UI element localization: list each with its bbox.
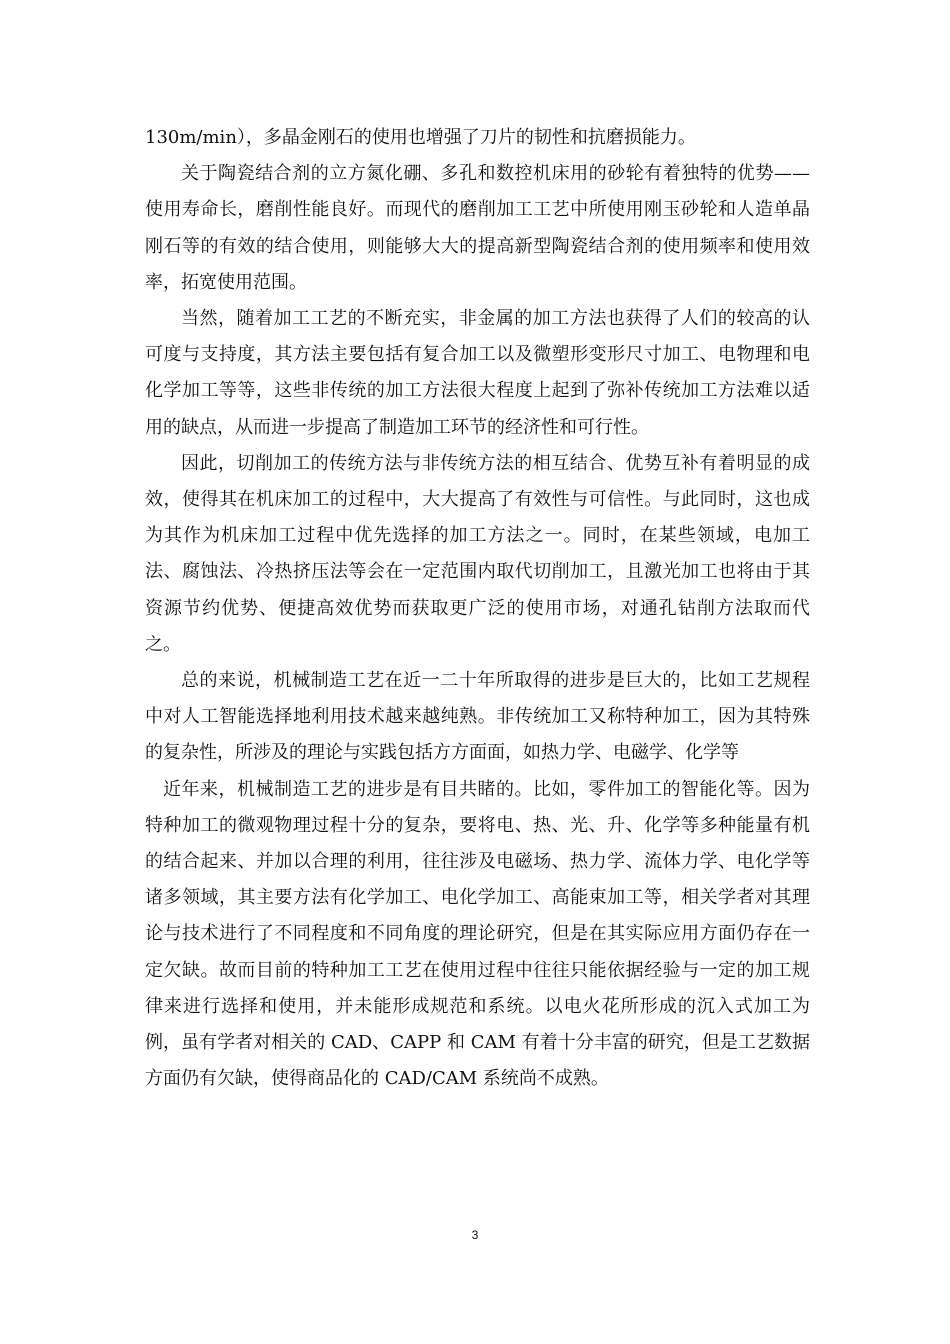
paragraph-recent-progress: 近年来，机械制造工艺的进步是有目共睹的。比如，零件加工的智能化等。因为特种加工的微观物理过程十分的复杂，要将电、热、光、升、化学等多种能量有机的结合起来、并加以合理的利用，往往涉及电磁场、热力学、流体力学、电化学等诸多领域，其主要方法有化学加工、电化学加工、高能束加工等，相关学者对其理论与技术进行了不同程度和不同角度的理论研究，但是在其实际应用方面仍存在一定欠缺。故而目前的特种加工工艺在使用过程中往往只能依据经验与一定的加工规律来进行选择和使用，并未能形成规范和系统。以电火花所形成的沉入式加工为例，虽有学者对相关的 CAD、CAPP 和 CAM 有着十分丰富的研究，但是工艺数据方面仍有欠缺，使得商品化的 CAD/CAM 系统尚不成熟。 — [145, 778, 810, 1090]
paragraph-continuation: 130m/min），多晶金刚石的使用也增强了刀片的韧性和抗磨损能力。 — [145, 127, 696, 148]
paragraph-combined-methods: 因此，切削加工的传统方法与非传统方法的相互结合、优势互补有着明显的成效，使得其在机床加工的过程中，大大提高了有效性与可信性。与此同时，这也成为其作为机床加工过程中优先选择的加工方法之一。同时，在某些领域，电加工法、腐蚀法、冷热挤压法等会在一定范围内取代切削加工，且激光加工也将由于其资源节约优势、便捷高效优势而获取更广泛的使用市场，对通孔钻削方法取而代之。 — [145, 452, 810, 655]
paragraph-grinding-wheels: 关于陶瓷结合剂的立方氮化硼、多孔和数控机床用的砂轮有着独特的优势——使用寿命长，磨削性能良好。而现代的磨削加工工艺中所使用刚玉砂轮和人造单晶刚石等的有效的结合使用，则能够大大的提高新型陶瓷结合剂的使用频率和使用效率，拓宽使用范围。 — [145, 163, 810, 293]
paragraph-nonmetal-methods: 当然，随着加工工艺的不断充实，非金属的加工方法也获得了人们的较高的认可度与支持度，其方法主要包括有复合加工以及微塑形变形尺寸加工、电物理和电化学加工等等，这些非传统的加工方法很大程度上起到了弥补传统加工方法难以适用的缺点，从而进一步提高了制造加工环节的经济性和可行性。 — [145, 308, 810, 438]
paragraph-summary: 总的来说，机械制造工艺在近一二十年所取得的进步是巨大的，比如工艺规程中对人工智能选择地利用技术越来越纯熟。非传统加工又称特种加工，因为其特殊的复杂性，所涉及的理论与实践包括方方面面，如热力学、电磁学、化学等 — [145, 670, 810, 764]
body-text — [145, 120, 810, 1097]
page-number: 3 — [471, 1228, 479, 1242]
